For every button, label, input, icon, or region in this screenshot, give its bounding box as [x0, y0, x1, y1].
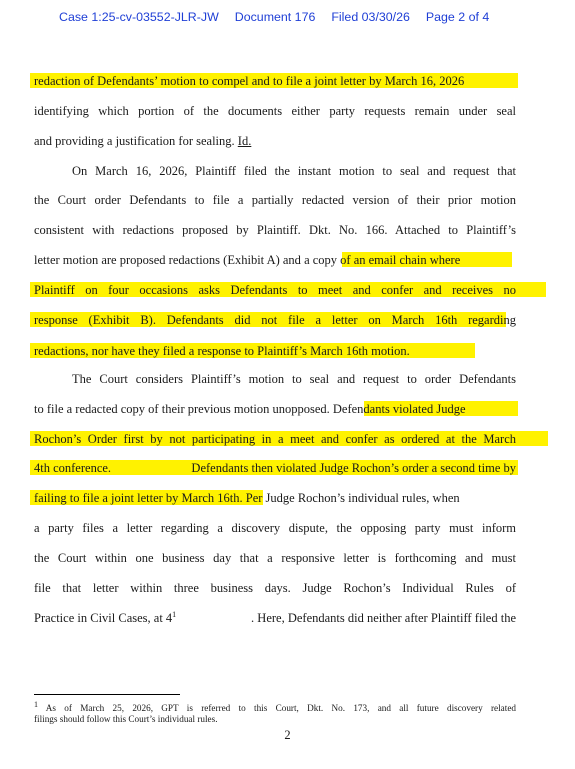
body-line: Rochon’s Order first by not participating in a meet and confer as ordered at the March [34, 432, 516, 446]
highlighted-text: failing to file a joint letter by March 16th [34, 491, 240, 505]
page-indicator: Page 2 of 4 [425, 10, 490, 24]
body-line: On March 16, 2026, Plaintiff filed the instant motion to seal and request that [72, 164, 516, 178]
highlighted-text: Defendants then violated Judge Rochon’s order a second time by [191, 461, 516, 475]
footnote-divider [34, 694, 180, 695]
body-line: response (Exhibit B). Defendants did not file a letter on March 16th regarding [34, 313, 516, 327]
body-line: and providing a justification for sealing. Id. [34, 134, 252, 148]
body-line: letter motion are proposed redactions (Exhibit A) and a copy of an email chain where [34, 253, 461, 267]
body-line: identifying which portion of the documents either party requests remain under seal [34, 104, 516, 118]
body-line: the Court order Defendants to file a partially redacted version of their prior motion [34, 193, 516, 207]
body-line: the Court within one business day that a responsive letter is forthcoming and must [34, 551, 516, 565]
footnote-line: $^1$ As of March 25, 2026, GPT is referred to this Court, Dkt. No. 173, and all future discovery related [34, 699, 516, 713]
ecf-header [59, 10, 505, 24]
body-line: The Court considers Plaintiff’s motion to seal and request to order Defendants [72, 372, 516, 386]
body-line: a party files a letter regarding a discovery dispute, the opposing party must inform [34, 521, 516, 535]
footnote-line: filings should follow this Court’s individual rules. [34, 714, 218, 724]
id-citation: Id. [237, 134, 252, 148]
body-line: redactions, nor have they filed a response to Plaintiff’s March 16th motion. [34, 344, 410, 358]
document-number: Document 176 [234, 10, 316, 24]
page-number: 2 [284, 728, 291, 742]
case-number: Case 1:25-cv-03552-JLR-JW [59, 10, 219, 24]
body-line: Plaintiff on four occasions asks Defendants to meet and confer and receives no [34, 283, 516, 297]
highlighted-text: a copy of an email chain where [304, 253, 461, 267]
body-line: file that letter within three business days. Judge Rochon’s Individual Rules of [34, 581, 516, 595]
body-line: consistent with redactions proposed by Plaintiff. Dkt. No. 166. Attached to Plaintiff’s [34, 223, 516, 237]
body-line: failing to file a joint letter by March 16th. Per Judge Rochon’s individual rules, when [34, 491, 460, 505]
body-line: Practice in Civil Cases, at $4^1$ . Here, Defendants did neither after Plaintiff filed the [34, 609, 516, 625]
body-line: redaction of Defendants’ motion to compel and to file a joint letter by March 16, 2026 [34, 74, 465, 88]
body-line: to file a redacted copy of their previous motion unopposed. Defendants violated Judge [34, 402, 466, 416]
highlighted-text: Defendants violated Judge [332, 402, 466, 416]
footnote-marker: 1 [34, 699, 38, 709]
footnote-ref[interactable]: 1 [172, 609, 177, 619]
body-line: 4th conference. Defendants then violated Judge Rochon’s order a second time by [34, 461, 516, 475]
filed-date: Filed 03/30/26 [331, 10, 410, 24]
